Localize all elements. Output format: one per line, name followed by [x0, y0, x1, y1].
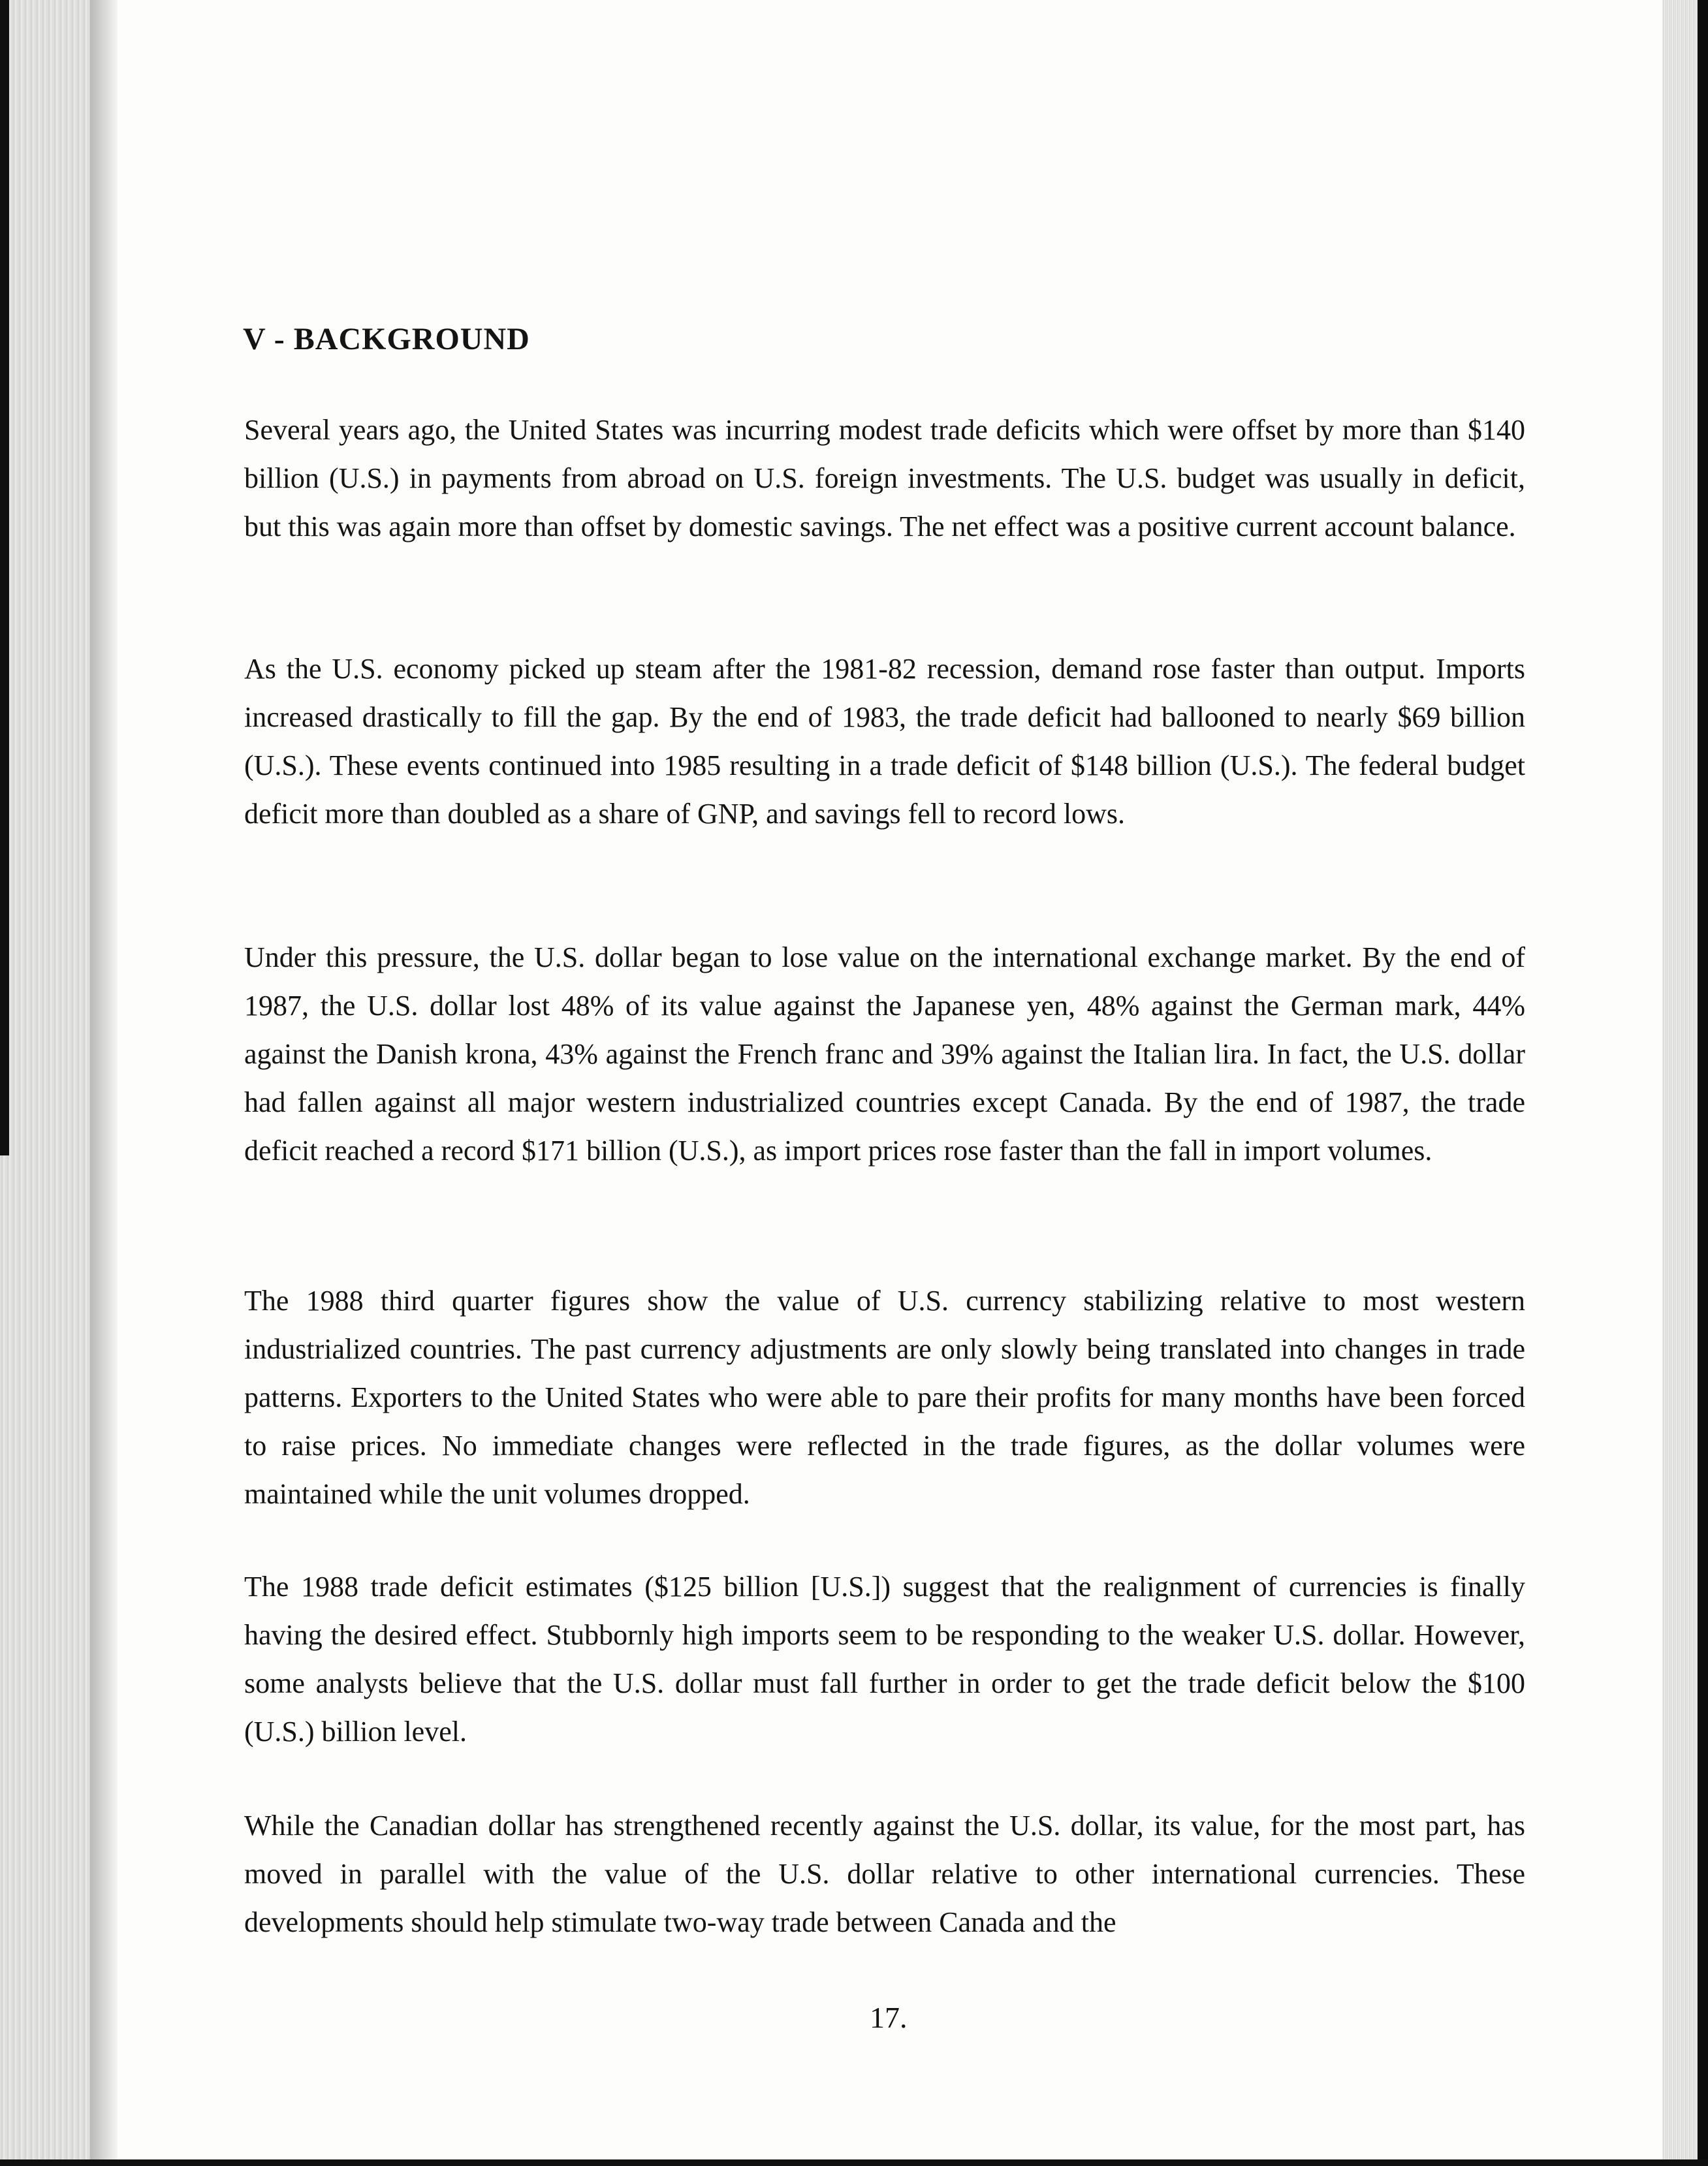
paragraph: The 1988 third quarter figures show the value of U.S. currency stabilizing relative to most western industrialized countries. The past currency adjustments are only slowly being translated into changes in trade patterns. Exporters to the United States who were able to pare their profits for many months have been forced to raise prices. No immediate changes were reflected in the trade figures, as the dollar volumes were maintained while the unit volumes dropped. — [244, 1285, 1525, 1510]
section-heading: V - BACKGROUND — [243, 322, 530, 356]
scan-border-right — [1698, 0, 1708, 2166]
paragraph: Several years ago, the United States was incurring modest trade deficits which were offset by more than $140 billion (U.S.) in payments from abroad on U.S. foreign investments. The U.S. budget was usually in deficit, but this was again more than offset by domestic savings. The net effect was a positive current account balance. — [244, 414, 1525, 542]
paragraph: While the Canadian dollar has strengthened recently against the U.S. dollar, its value, for the most part, has moved in parallel with the value of the U.S. dollar relative to other international currencies. These developments should help stimulate two-way trade between Canada and the — [244, 1810, 1525, 1938]
paragraph: Under this pressure, the U.S. dollar began to lose value on the international exchange market. By the end of 1987, the U.S. dollar lost 48% of its value against the Japanese yen, 48% against the German mark, 44% against the Danish krona, 43% against the French franc and 39% against the Italian lira. In fact, the U.S. dollar had fallen against all major western industrialized countries except Canada. By the end of 1987, the trade deficit reached a record $171 billion (U.S.), as import prices rose faster than the fall in import volumes. — [244, 941, 1525, 1167]
scan-border-bottom — [0, 2159, 1708, 2166]
page-number: 17. — [870, 2001, 908, 2034]
scan-border-left — [0, 0, 9, 1155]
paragraph: The 1988 trade deficit estimates ($125 billion [U.S.]) suggest that the realignment of currencies is finally having the desired effect. Stubbornly high imports seem to be responding to the weaker U.S. dollar. However, some analysts believe that the U.S. dollar must fall further in order to get the trade deficit below the $100 (U.S.) billion level. — [244, 1571, 1525, 1748]
binding-shadow — [90, 0, 118, 2166]
paragraph: As the U.S. economy picked up steam after the 1981-82 recession, demand rose faster than output. Imports increased drastically to fill the gap. By the end of 1983, the trade deficit had ballooned to nearly $69 billion (U.S.). These events continued into 1985 resulting in a trade deficit of $148 billion (U.S.). The federal budget deficit more than doubled as a share of GNP, and savings fell to record lows. — [244, 653, 1525, 830]
